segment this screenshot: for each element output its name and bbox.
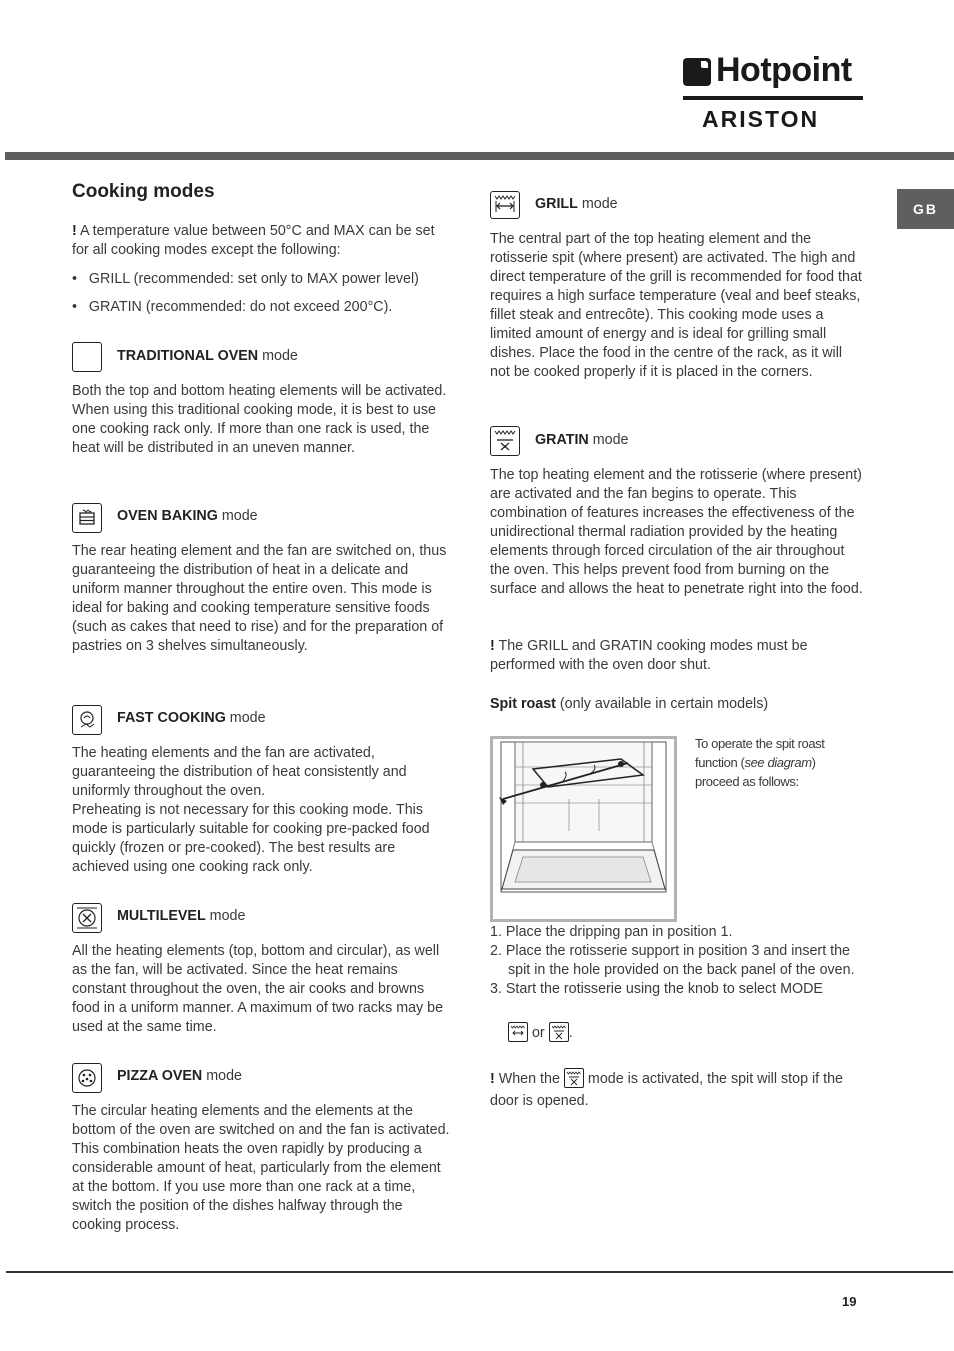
grill-mode-text: The central part of the top heating element and the rotisserie spit (where present) are activated. The high and direct temperature of the grill is recommended for food that requires a high surface temperature (veal and beef steaks, fillet steak and entrecôte). This cooking mode uses a limited amount of energy and is ideal for grilling small dishes. Place the food in the centre of the rack, as it will not be cooked properly if it is placed in the corners. [490, 231, 862, 380]
page-title: Cooking modes [72, 181, 215, 202]
header-band [5, 152, 954, 160]
fast-mode-text-1: The heating elements and the fan are activated, guaranteeing the distribution of heat consistently and uniformly throughout the oven. [72, 745, 407, 799]
intro-body: A temperature value between 50°C and MAX can be set for all cooking modes except the following: [72, 223, 435, 258]
multilevel-icon [72, 903, 102, 933]
brand-logo [682, 51, 864, 135]
gratin-mode-heading: GRATIN mode [535, 432, 629, 448]
brand-name: Hotpoint [716, 51, 852, 89]
grill-icon [490, 191, 520, 219]
grill-mode-heading: GRILL mode [535, 196, 618, 212]
fast-mode-heading: FAST COOKING mode [117, 710, 266, 726]
grill-icon [508, 1022, 528, 1042]
language-tab [897, 189, 954, 229]
spit-roast-steps [490, 923, 865, 999]
gratin-mode-text: The top heating element and the rotisserie (where present) are activated and the fan begins to operate. This combination of features increases the effectiveness of the unidirectional thermal radiation provided by the heating elements through forced circulation of the air throughout the oven. This helps prevent food from burning on the surface and allows the heat to penetrate right into the food. [490, 467, 863, 597]
traditional-oven-icon [72, 342, 102, 372]
brand-rule [683, 96, 863, 100]
footer-rule [6, 1271, 953, 1273]
intro-bang: ! [72, 223, 77, 239]
traditional-mode-heading: TRADITIONAL OVEN mode [117, 348, 298, 364]
list-item: • GRILL (recommended: set only to MAX power level) [72, 271, 419, 287]
warning-spit-stop: ! When the mode is activated, the spit will stop if the door is opened. [490, 1068, 865, 1112]
list-item: 3. Start the rotisserie using the knob to select MODE [490, 981, 823, 997]
traditional-mode-text: Both the top and bottom heating elements will be activated. When using this traditional cooking mode, it is best to use one cooking rack only. If more than one rack is used, the heat will be distributed in an uneven manner. [72, 383, 447, 456]
oven-baking-icon [72, 503, 102, 533]
pizza-mode-heading: PIZZA OVEN mode [117, 1068, 243, 1084]
baking-mode-text: The rear heating element and the fan are switched on, thus guaranteeing the distribution of heat in a delicate and uniform manner throughout the entire oven. This mode is ideal for baking and cooking temperature sensitive foods (such as cakes that need to rise) and for the preparation of pastries on 3 shelves simultaneously. [72, 543, 447, 654]
fast-cooking-icon [72, 705, 102, 735]
brand-sub: ARISTON [702, 106, 820, 132]
gratin-icon [549, 1022, 569, 1042]
spit-roast-diagram [490, 736, 677, 922]
spit-roast-heading: Spit roast (only available in certain models) [490, 696, 769, 712]
gratin-icon [490, 426, 520, 456]
spit-roast-caption: To operate the spit roast function (see diagram) proceed as follows: [695, 736, 825, 789]
baking-mode-heading: OVEN BAKING mode [117, 508, 258, 524]
gratin-icon [564, 1068, 584, 1088]
multilevel-mode-text: All the heating elements (top, bottom and circular), as well as the fan, will be activated. Since the heat remains constant throughout the oven, the air cooks and browns food in a uniform manner. A maximum of two racks may be used at the same time. [72, 943, 444, 1035]
intro-bullets [72, 270, 452, 317]
intro-text [72, 222, 450, 260]
fast-mode-text-2: Preheating is not necessary for this cooking mode. This mode is particularly suitable for cooking pre-packed food quickly (frozen or pre-cooked). The best results are achieved using one cooking rack only. [72, 802, 430, 875]
pizza-mode-text: The circular heating elements and the elements at the bottom of the oven are switched on and the fan is activated. This combination heats the oven rapidly by producing a considerable amount of heat, particularly from the element at the bottom. If you use more than one rack at a time, switch the position of the dishes halfway through the cooking process. [72, 1103, 450, 1233]
pizza-oven-icon [72, 1063, 102, 1093]
spit-roast-mode-icons: or . [508, 1022, 573, 1043]
language-tab-label: GB [913, 201, 938, 217]
multilevel-mode-heading: MULTILEVEL mode [117, 908, 246, 924]
list-item: 1. Place the dripping pan in position 1. [490, 924, 733, 940]
list-item: 2. Place the rotisserie support in position 3 and insert the spit in the hole provided on the back panel of the oven. [490, 943, 855, 978]
warning-door-shut: ! The GRILL and GRATIN cooking modes must be performed with the oven door shut. [490, 638, 808, 673]
hotpoint-badge-icon [683, 58, 711, 86]
page-number: 19 [842, 1294, 857, 1309]
list-item: • GRATIN (recommended: do not exceed 200°C). [72, 299, 393, 315]
